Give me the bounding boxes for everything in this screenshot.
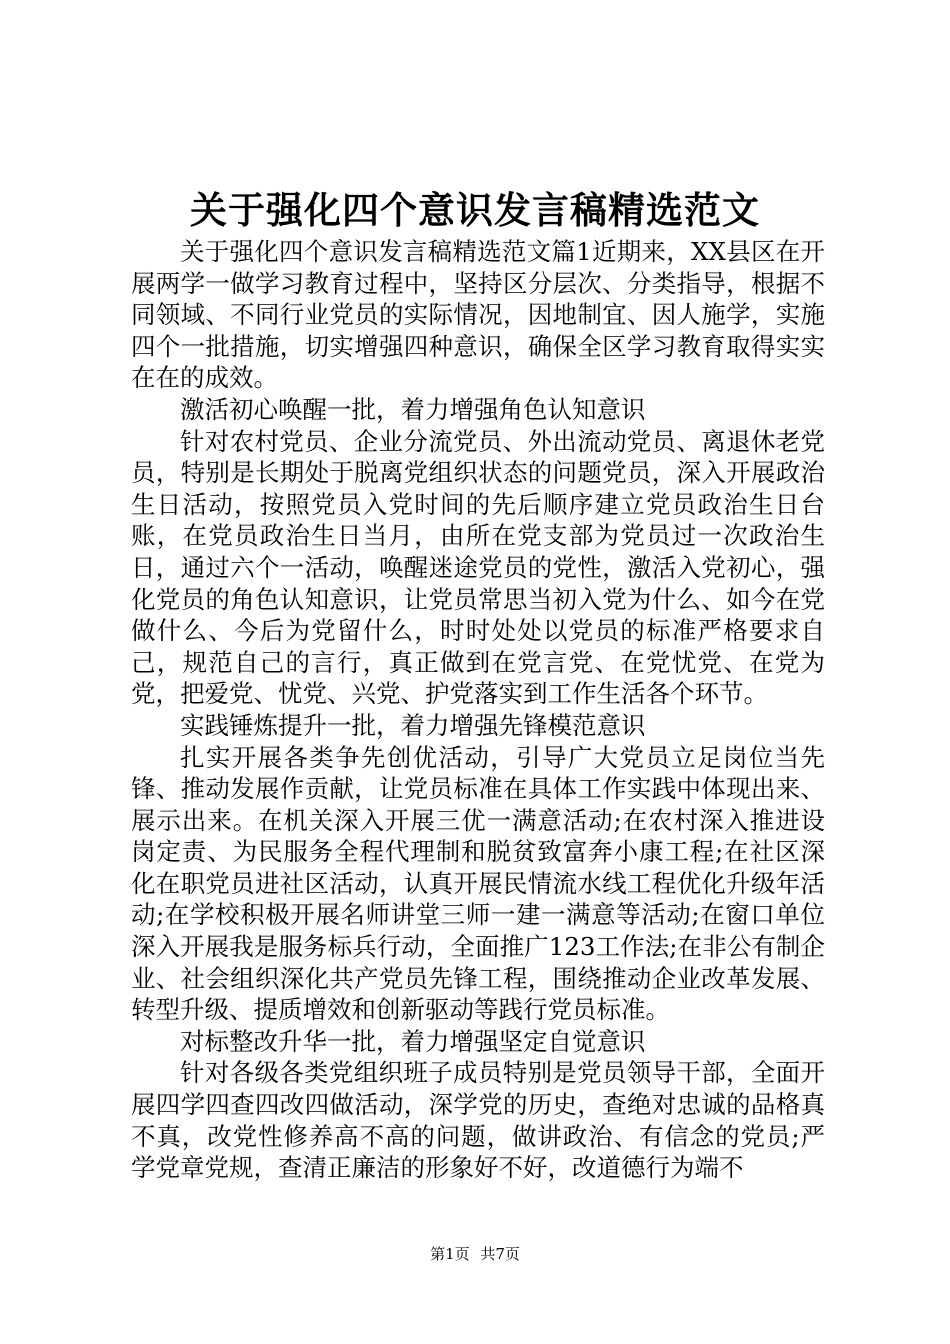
page-title: 关于强化四个意识发言稿精选范文: [190, 188, 760, 232]
page-number: 第1页: [430, 1245, 470, 1263]
paragraph-section-1: 针对农村党员、企业分流党员、外出流动党员、离退休老党员，特别是长期处于脱离党组织状态的问题党员，深入开展政治生日活动，按照党员入党时间的先后顺序建立党员政治生日台账，在党员政治生日当月，由所在党支部为党员过一次政治生日，通过六个一活动，唤醒迷途党员的党性，激活入党初心，强化党员的角色认知意识，让党员常思当初入党为什么、如今在党做什么、今后为党留什么，时时处处以党员的标准严格要求自己，规范自己的言行，真正做到在党言党、在党忧党、在党为党，把爱党、忧党、兴党、护党落实到工作生活各个环节。: [131, 426, 825, 709]
document-body: [131, 236, 825, 1184]
paragraph-section-2: 扎实开展各类争先创优活动，引导广大党员立足岗位当先锋、推动发展作贡献，让党员标准在具体工作实践中体现出来、展示出来。在机关深入开展三优一满意活动;在农村深入推进设岗定责、为民服务全程代理制和脱贫致富奔小康工程;在社区深化在职党员进社区活动，认真开展民情流水线工程优化升级年活动;在学校积极开展名师讲堂三师一建一满意等活动;在窗口单位深入开展我是服务标兵行动，全面推广123工作法;在非公有制企业、社会组织深化共产党员先锋工程，围绕推动企业改革发展、转型升级、提质增效和创新驱动等践行党员标准。: [131, 742, 825, 1025]
paragraph-intro: 关于强化四个意识发言稿精选范文篇1近期来，XX县区在开展两学一做学习教育过程中，坚持区分层次、分类指导，根据不同领域、不同行业党员的实际情况，因地制宜、因人施学，实施四个一批措施，切实增强四种意识，确保全区学习教育取得实实在在的成效。: [131, 237, 825, 393]
page-total: 共7页: [480, 1245, 520, 1263]
section-heading-3: 对标整改升华一批，着力增强坚定自觉意识: [180, 1026, 646, 1056]
section-heading-2: 实践锤炼提升一批，着力增强先锋模范意识: [180, 710, 646, 740]
section-heading-1: 激活初心唤醒一批，着力增强角色认知意识: [180, 394, 646, 424]
paragraph-section-3: 针对各级各类党组织班子成员特别是党员领导干部，全面开展四学四查四改四做活动，深学党的历史，查绝对忠诚的品格真不真，改党性修养高不高的问题，做讲政治、有信念的党员;严学党章党规，查清正廉洁的形象好不好，改道德行为端不: [131, 1058, 825, 1183]
page-footer: [0, 1244, 950, 1264]
